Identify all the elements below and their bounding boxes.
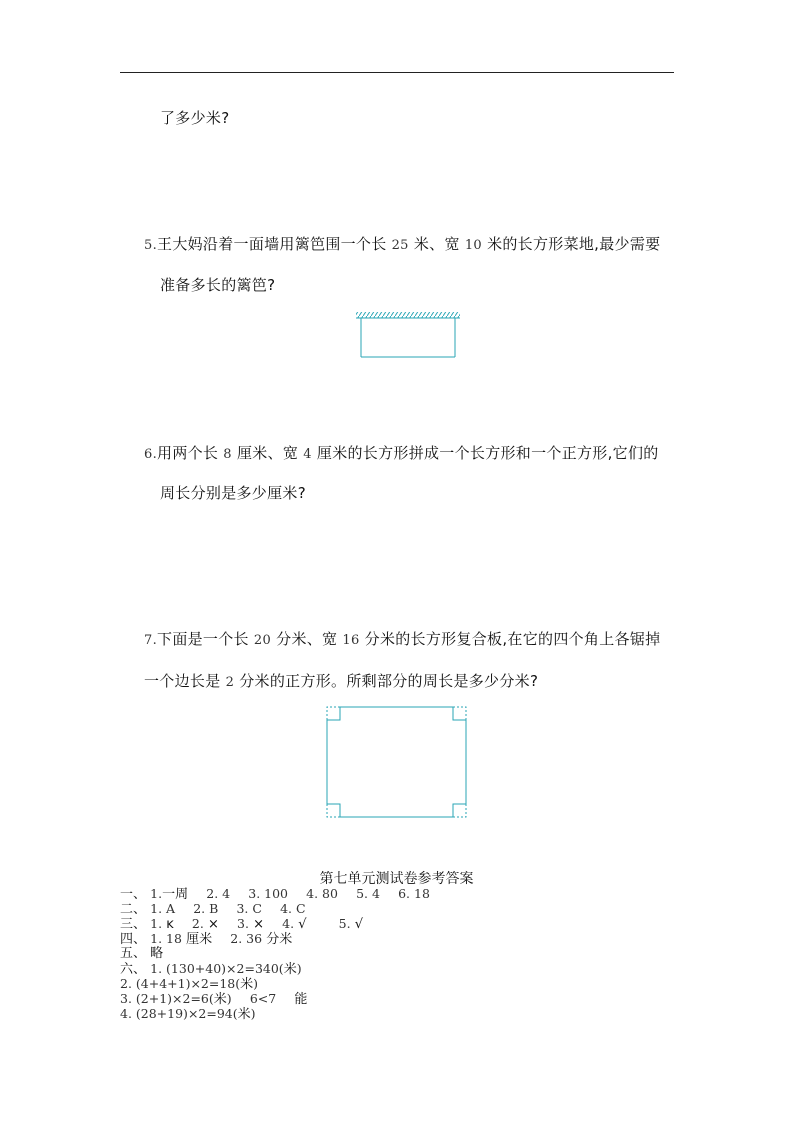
ans-num: 3. bbox=[237, 916, 249, 931]
ans-paren: ) bbox=[250, 1006, 256, 1021]
q5-length: 25 bbox=[391, 238, 409, 253]
ans-paren: ) bbox=[226, 991, 232, 1006]
ans-num: 1. bbox=[150, 886, 163, 901]
ans-value: 2. B bbox=[193, 901, 219, 916]
q7-line1 bbox=[144, 628, 660, 649]
ans-num: 1. bbox=[150, 916, 163, 931]
q5-line1 bbox=[144, 233, 660, 254]
ans-value: 4. 80 bbox=[306, 886, 338, 901]
ans-value: 1. A bbox=[150, 901, 176, 916]
remaining-shape bbox=[327, 707, 466, 817]
ans-value: × bbox=[253, 917, 265, 932]
row-label: 一、 bbox=[120, 887, 147, 902]
q7-text-b: 分米、宽 bbox=[276, 630, 338, 648]
q6-text-b: 厘米、宽 bbox=[236, 444, 299, 462]
answer-row-1 bbox=[120, 886, 430, 902]
ans-value: 略 bbox=[150, 946, 164, 961]
ans-paren: ) bbox=[296, 961, 302, 976]
q7-number: 7. bbox=[144, 633, 158, 648]
q7-text: 下面是一个长 bbox=[157, 630, 249, 648]
q6-number: 6. bbox=[144, 447, 158, 462]
q7-board-figure bbox=[324, 704, 470, 820]
q7-length: 20 bbox=[253, 633, 272, 648]
answers-title: 第七单元测试卷参考答案 bbox=[319, 871, 474, 887]
q7-line2 bbox=[144, 670, 538, 691]
answer-row-2 bbox=[120, 901, 306, 917]
ans-unit: 分米 bbox=[266, 932, 293, 947]
ans-value: 6. 18 bbox=[398, 886, 430, 901]
answer-row-8 bbox=[120, 991, 307, 1007]
answer-row-3 bbox=[120, 916, 363, 932]
ans-unit: 米 bbox=[240, 977, 254, 992]
answer-row-7 bbox=[120, 976, 258, 992]
row-label: 六、 bbox=[120, 962, 147, 977]
q6-length: 8 bbox=[223, 447, 232, 462]
ans-num: 2. 36 bbox=[230, 931, 263, 946]
ans-value: 4. C bbox=[280, 901, 306, 916]
ans-conclusion: 能 bbox=[294, 992, 308, 1007]
ans-value: 5. 4 bbox=[356, 886, 380, 901]
ans-unit: 米 bbox=[237, 1007, 251, 1022]
q7-side: 2 bbox=[225, 675, 235, 690]
ans-value: 3. C bbox=[236, 901, 262, 916]
ans-expr: 3. (2+1)×2=6( bbox=[120, 991, 214, 1006]
q5-text-b: 米、宽 bbox=[413, 235, 460, 253]
ans-expr: 4. (28+19)×2=94( bbox=[120, 1006, 238, 1021]
ans-num: 4. bbox=[282, 916, 295, 931]
ans-value: √ bbox=[298, 917, 307, 932]
q7-text-d: 一个边长是 bbox=[144, 672, 221, 690]
ans-num: 5. bbox=[338, 916, 351, 931]
ans-paren: ) bbox=[253, 976, 259, 991]
ans-expr: 2. (4+4+1)×2=18( bbox=[120, 976, 241, 991]
q6-text-c: 厘米的长方形拼成一个长方形和一个正方形,它们的 bbox=[316, 444, 659, 462]
ans-unit: 米 bbox=[283, 962, 297, 977]
ans-value: 一周 bbox=[162, 887, 189, 902]
q7-text-c: 分米的长方形复合板,在它的四个角上各锯掉 bbox=[364, 630, 661, 648]
ans-value: × bbox=[207, 917, 219, 932]
ans-expr: 1. (130+40)×2=340( bbox=[150, 961, 284, 976]
row-label: 二、 bbox=[120, 902, 147, 917]
q5-width: 10 bbox=[464, 238, 482, 253]
answer-row-9 bbox=[120, 1006, 256, 1022]
answer-row-6 bbox=[120, 961, 302, 977]
row-label: 五、 bbox=[120, 946, 147, 961]
answer-row-5 bbox=[120, 946, 163, 961]
q5-number: 5. bbox=[144, 238, 158, 253]
q6-width: 4 bbox=[303, 447, 312, 462]
ans-value: 3. 100 bbox=[248, 886, 289, 901]
q5-text: 王大妈沿着一面墙用篱笆围一个长 bbox=[157, 235, 387, 253]
q5-garden-figure bbox=[355, 310, 463, 360]
row-label: 三、 bbox=[120, 917, 147, 932]
q4-tail: 了多少米? bbox=[160, 109, 230, 127]
q5-text-c: 米的长方形菜地,最少需要 bbox=[487, 235, 661, 253]
ans-value: √ bbox=[354, 917, 364, 932]
q7-width: 16 bbox=[342, 633, 360, 648]
row-label: 四、 bbox=[120, 932, 147, 947]
q6-text: 用两个长 bbox=[157, 444, 219, 462]
ans-value: 2. 4 bbox=[206, 886, 231, 901]
wall-hatch bbox=[356, 312, 460, 318]
answer-row-4 bbox=[120, 931, 292, 947]
ans-num: 2. bbox=[191, 916, 204, 931]
q6-line2: 周长分别是多少厘米? bbox=[160, 484, 306, 502]
q5-line2: 准备多长的篱笆? bbox=[160, 276, 276, 294]
ans-num: 1. 18 bbox=[150, 931, 182, 946]
ans-unit: 米 bbox=[213, 992, 227, 1007]
cut-corners bbox=[327, 707, 466, 817]
q7-text-e: 分米的正方形。所剩部分的周长是多少分米? bbox=[239, 672, 539, 690]
ans-compare: 6<7 bbox=[249, 991, 277, 1006]
header-rule bbox=[120, 72, 674, 73]
ans-unit: 厘米 bbox=[186, 932, 213, 947]
ans-value: ĸ bbox=[166, 917, 174, 932]
q6-line1 bbox=[144, 442, 659, 463]
